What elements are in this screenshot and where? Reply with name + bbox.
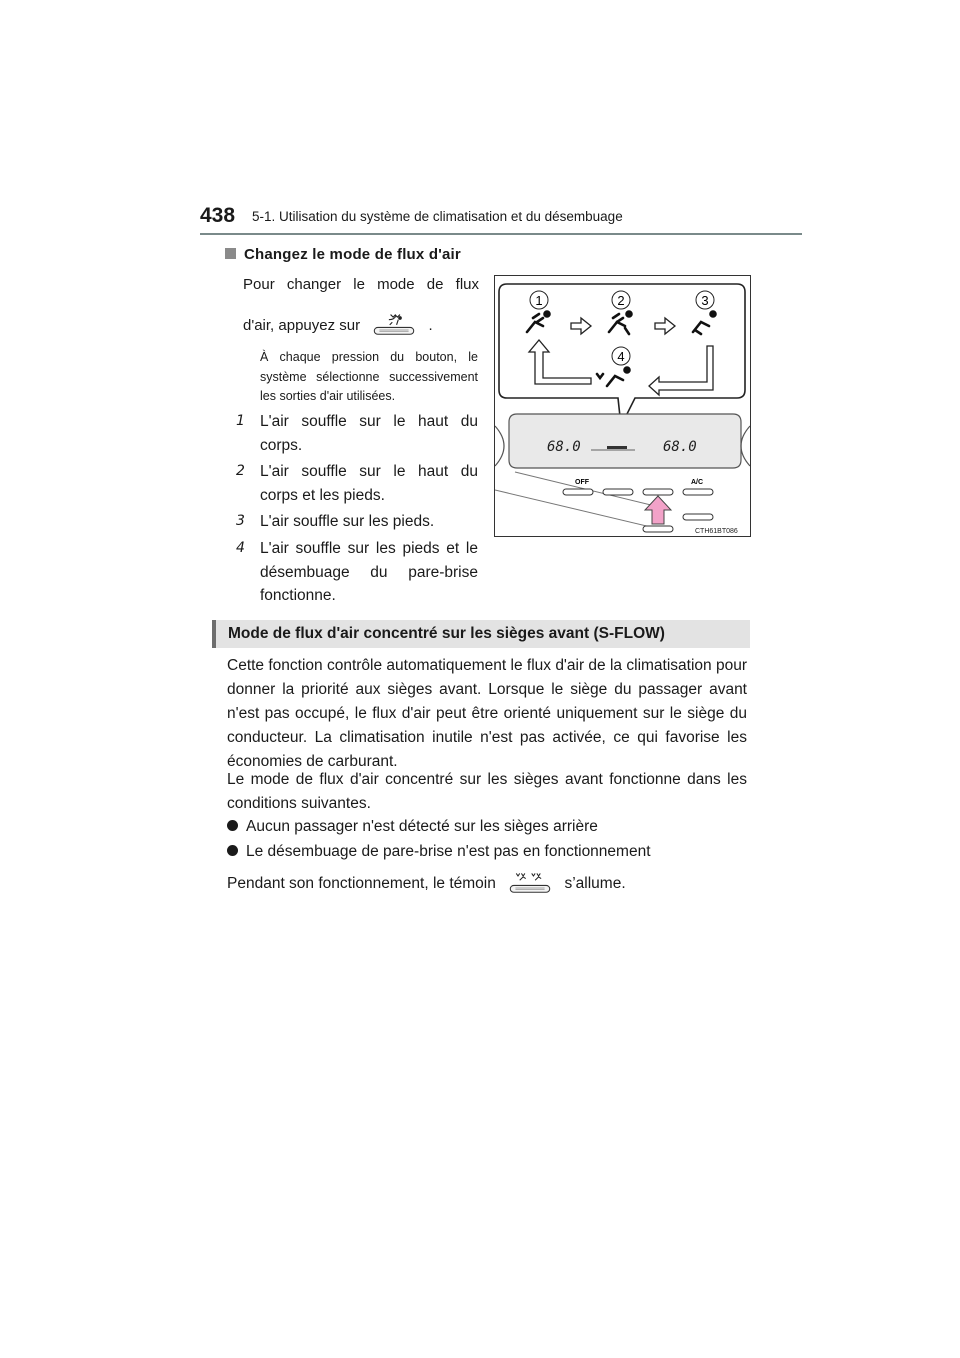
item-number: 2 (236, 463, 245, 479)
item-number: 1 (236, 413, 245, 429)
airflow-section-title: Changez le mode de flux d'air (225, 246, 461, 263)
sflow-paragraph-1: Cette fonction contrôle automatiquement le flux d'air de la climatisation pour donner la priorité aux sièges avant. Lorsque le siège du passager avant n'est pas occupé, le flux d'air peut être orienté uniquement sur le siège du conducteur. La climatisation inutile n'est pas activée, ce qui favorise les économies de carburant. (227, 657, 747, 770)
btn-off-label: OFF (575, 479, 589, 486)
item-text: L'air souffle sur le haut du corps et les pieds. (260, 463, 478, 504)
airflow-note: À chaque pression du bouton, le système sélectionne successivement les sorties d'air utilisées. (260, 350, 478, 403)
list-item (236, 510, 478, 534)
list-item: Le désembuage de pare-brise n'est pas en fonctionnement (227, 843, 651, 861)
temp-right: 68.0 (663, 439, 697, 455)
list-item (236, 410, 478, 457)
sflow-indicator-icon (504, 870, 556, 894)
item-text: L'air souffle sur les pieds. (260, 513, 435, 530)
list-item (236, 537, 478, 608)
bullet-dot-icon (227, 820, 238, 831)
sflow-section-header (212, 620, 750, 648)
item-number: 3 (236, 513, 245, 529)
instruction-line-1: Pour changer le mode de flux (243, 276, 479, 293)
callout-4: 4 (617, 349, 625, 364)
instruction-line-2: d'air, appuyez sur . (243, 312, 433, 336)
temp-left: 68.0 (547, 439, 581, 455)
sflow-paragraph-2: Le mode de flux d'air concentré sur les sièges avant fonctionne dans les conditions suivantes. (227, 771, 747, 812)
airflow-mode-button-icon (368, 312, 420, 336)
list-item: Aucun passager n'est détecté sur les sièges arrière (227, 818, 598, 836)
sflow-section-title: Mode de flux d'air concentré sur les sièges avant (S-FLOW) (228, 625, 665, 642)
chapter-title: 5-1. Utilisation du système de climatisation et du désembuage (252, 209, 623, 224)
square-bullet-icon (225, 248, 236, 259)
item-text: L'air souffle sur le haut du corps. (260, 413, 478, 454)
item-number: 4 (236, 540, 245, 556)
airflow-mode-figure (494, 275, 751, 537)
btn-ac-label: A/C (691, 479, 704, 486)
callout-2: 2 (617, 293, 625, 308)
callout-3: 3 (701, 293, 709, 308)
item-text: L'air souffle sur les pieds et le désembuage du pare-brise fonctionne. (260, 540, 478, 604)
header-rule (200, 233, 802, 235)
bullet-dot-icon (227, 845, 238, 856)
callout-1: 1 (535, 293, 543, 308)
airflow-mode-illustration (495, 276, 750, 536)
figure-code: CTH61BT086 (695, 528, 738, 535)
page-number: 438 (200, 204, 236, 227)
sflow-indicator-line: Pendant son fonctionnement, le témoin s’allume. (227, 870, 626, 896)
list-item (236, 460, 478, 507)
